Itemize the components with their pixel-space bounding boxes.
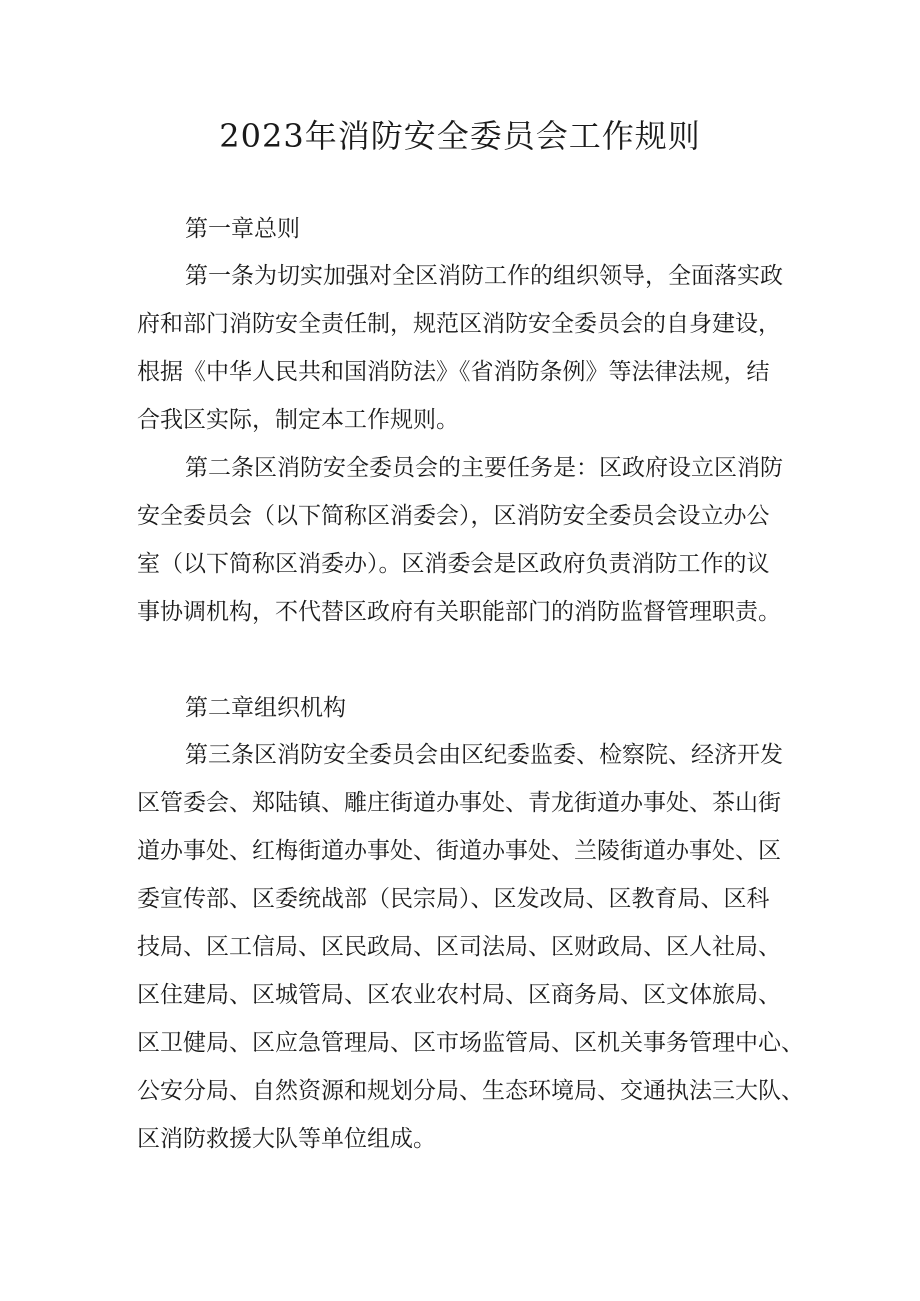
article-2-line-3: 室（以下简称区消委办）。区消委会是区政府负责消防工作的议 xyxy=(137,551,770,577)
article-2-line-1: 第二条区消防安全委员会的主要任务是：区政府设立区消防 xyxy=(185,455,783,481)
article-3-line-4: 委宣传部、区委统战部（民宗局）、区发改局、区教育局、区科 xyxy=(137,886,770,912)
article-1-line-3: 根据《中华人民共和国消防法》《省消防条例》等法律法规，结 xyxy=(137,359,770,385)
article-2-line-2: 安全委员会（以下简称区消委会），区消防安全委员会设立办公 xyxy=(137,503,770,529)
article-3-line-9: 区消防救援大队等单位组成。 xyxy=(137,1126,436,1152)
article-3-line-1: 第三条区消防安全委员会由区纪委监委、检察院、经济开发 xyxy=(185,742,783,768)
article-3-line-3: 道办事处、红梅街道办事处、街道办事处、兰陵街道办事处、区 xyxy=(137,838,781,864)
document-title: 2023年消防安全委员会工作规则 xyxy=(219,117,701,155)
article-3-line-5: 技局、区工信局、区民政局、区司法局、区财政局、区人社局、 xyxy=(137,934,781,960)
article-3-line-8: 公安分局、自然资源和规划分局、生态环境局、交通执法三大队、 xyxy=(137,1078,804,1104)
article-1-line-1: 第一条为切实加强对全区消防工作的组织领导，全面落实政 xyxy=(185,263,783,289)
chapter-1-heading: 第一章总则 xyxy=(185,216,300,242)
article-1-line-2: 府和部门消防安全责任制，规范区消防安全委员会的自身建设， xyxy=(137,311,781,337)
article-3-line-7: 区卫健局、区应急管理局、区市场监管局、区机关事务管理中心、 xyxy=(137,1030,804,1056)
article-2-line-4: 事协调机构，不代替区政府有关职能部门的消防监督管理职责。 xyxy=(137,599,781,625)
article-1-line-4: 合我区实际，制定本工作规则。 xyxy=(137,407,459,433)
article-3-line-2: 区管委会、郑陆镇、雕庄街道办事处、青龙街道办事处、茶山街 xyxy=(137,790,781,816)
chapter-2-heading: 第二章组织机构 xyxy=(185,695,346,721)
article-3-line-6: 区住建局、区城管局、区农业农村局、区商务局、区文体旅局、 xyxy=(137,982,781,1008)
